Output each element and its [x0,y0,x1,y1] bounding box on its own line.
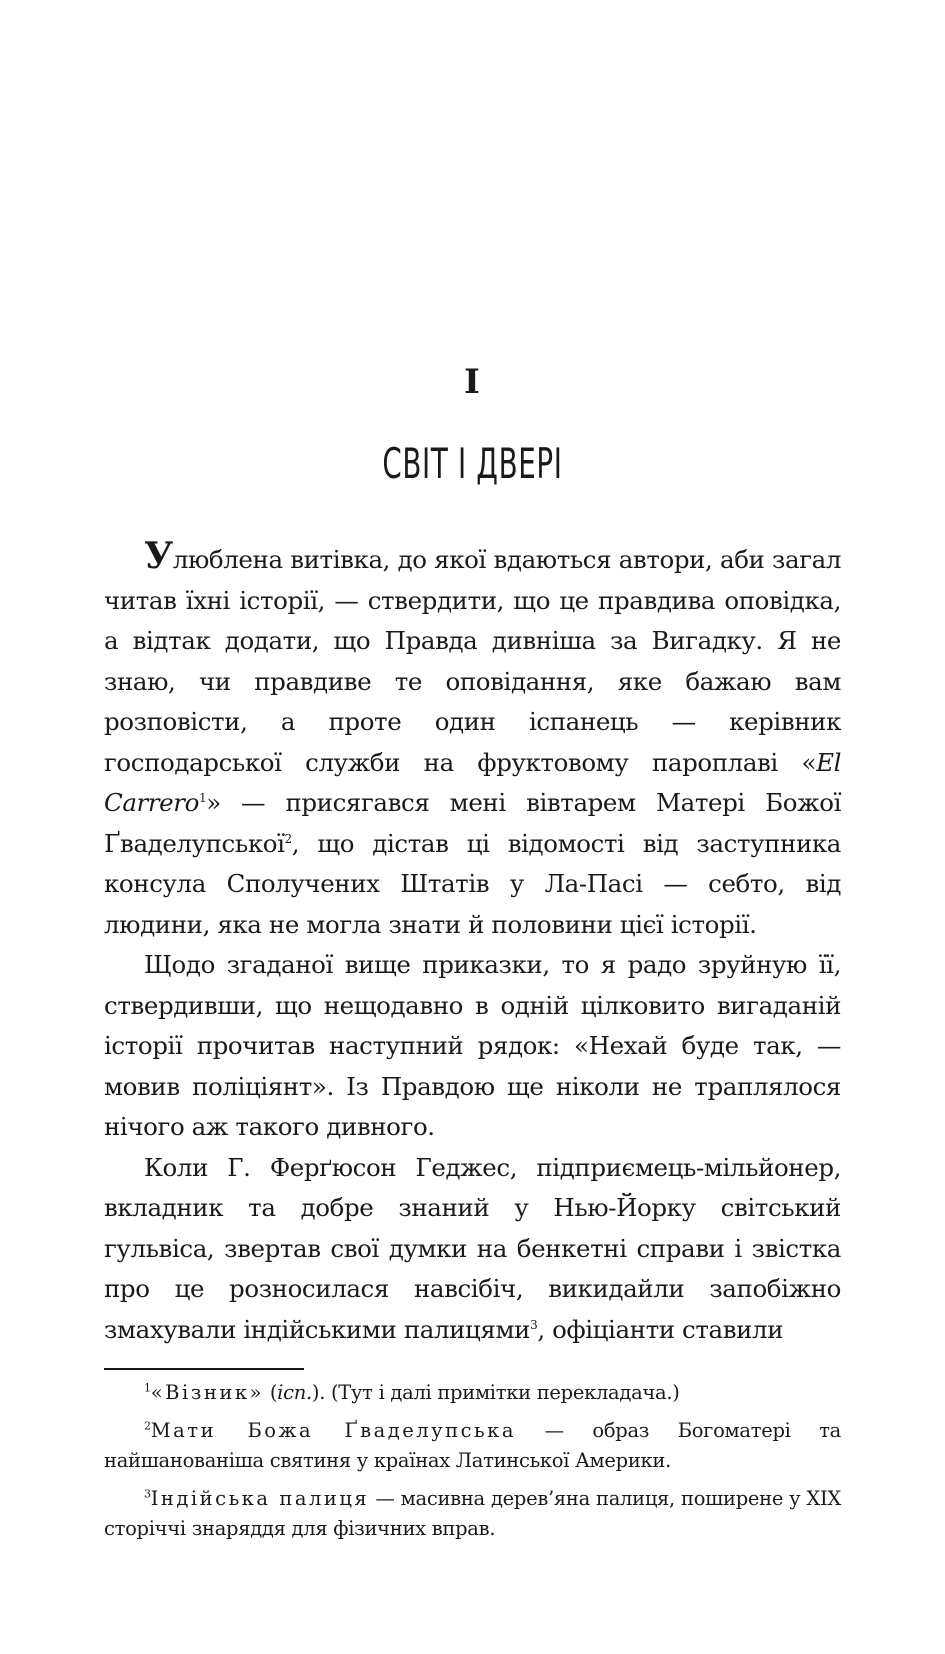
paragraph-1-part1: люблена витівка, до якої вдаються автори, аби загал читав їхні історії, — ствердити, що це правдива оповідка, а відтак додати, що Правда дивніша за Вигадку. Я не знаю, чи правдиве те оповідання, яке бажаю вам розповісти, а проте один іспанець — керівник господарської служби на фруктовому пароплаві « [104,545,841,777]
paragraph-2: Щодо згаданої вище приказки, то я радо зруйную її, ствердивши, що нещодавно в одній цілковито вигаданій історії прочитав наступний рядок: «Нехай буде так, — мовив поліціянт». Із Правдою ще ніколи не траплялося нічого аж такого дивного. [104,950,841,1141]
footnotes [104,1378,841,1552]
ship-name: El Carrero [104,747,841,817]
book-page [104,0,841,1654]
footnote-2-number: 2 [144,1419,151,1433]
footnote-3 [104,1484,841,1544]
footnote-3-number: 3 [144,1487,151,1501]
footnote-divider [104,1368,304,1370]
footnote-1-term: «Візник» [150,1381,264,1404]
paragraph-1-part3: , що дістав ці відомості від заступника консула Сполучених Штатів у Ла-Пасі — себто, від людини, яка не могла знати й половини цієї історії. [104,828,841,939]
chapter-title: СВІТ І ДВЕРІ [382,439,563,488]
footnote-3-text: — масивна дерев’яна палиця, поширене у XIX сторіччі знаряддя для фізичних вправ. [104,1487,841,1540]
footnote-ref-2: 2 [284,831,292,846]
footnote-2-text: — образ Богоматері та найшанованіша святиня у країнах Латинської Америки. [104,1419,841,1472]
chapter-number: I [464,362,481,402]
paragraph-1 [104,536,841,945]
footnote-2-term: Мати Божа Ґваделупська [150,1419,516,1442]
footnote-3-term: Індійська палиця [150,1487,370,1510]
footnote-2 [104,1416,841,1476]
paragraph-3-part2: , офіціанти ставили [537,1314,784,1344]
footnote-1: $^1$«Візник» (ісп.). (Тут і далі примітки перекладача.) [144,1381,680,1404]
paragraph-1-part2: » — присягався мені вівтарем Матері Божої Ґваделупської [104,788,841,858]
paragraph-3 [104,1148,841,1351]
body-text [104,536,841,1350]
paragraph-3-part1: Коли Г. Ферґюсон Геджес, підприємець-мільйонер, вкладник та добре знаний у Нью-Йорку світський гульвіса, звертав свої думки на бенкетні справи і звістка про це розносилася навсібіч, викидайли запобіжно змахували індійськими палицями [104,1152,841,1344]
footnote-ref-3: 3 [530,1317,538,1332]
footnote-1-text: (Тут і далі примітки перекладача.) [331,1381,680,1404]
dropcap: У [144,535,173,577]
footnote-ref-1: 1 [198,790,207,805]
footnote-1-lang: ісп. [277,1381,312,1404]
footnote-1-number: 1 [144,1381,151,1395]
